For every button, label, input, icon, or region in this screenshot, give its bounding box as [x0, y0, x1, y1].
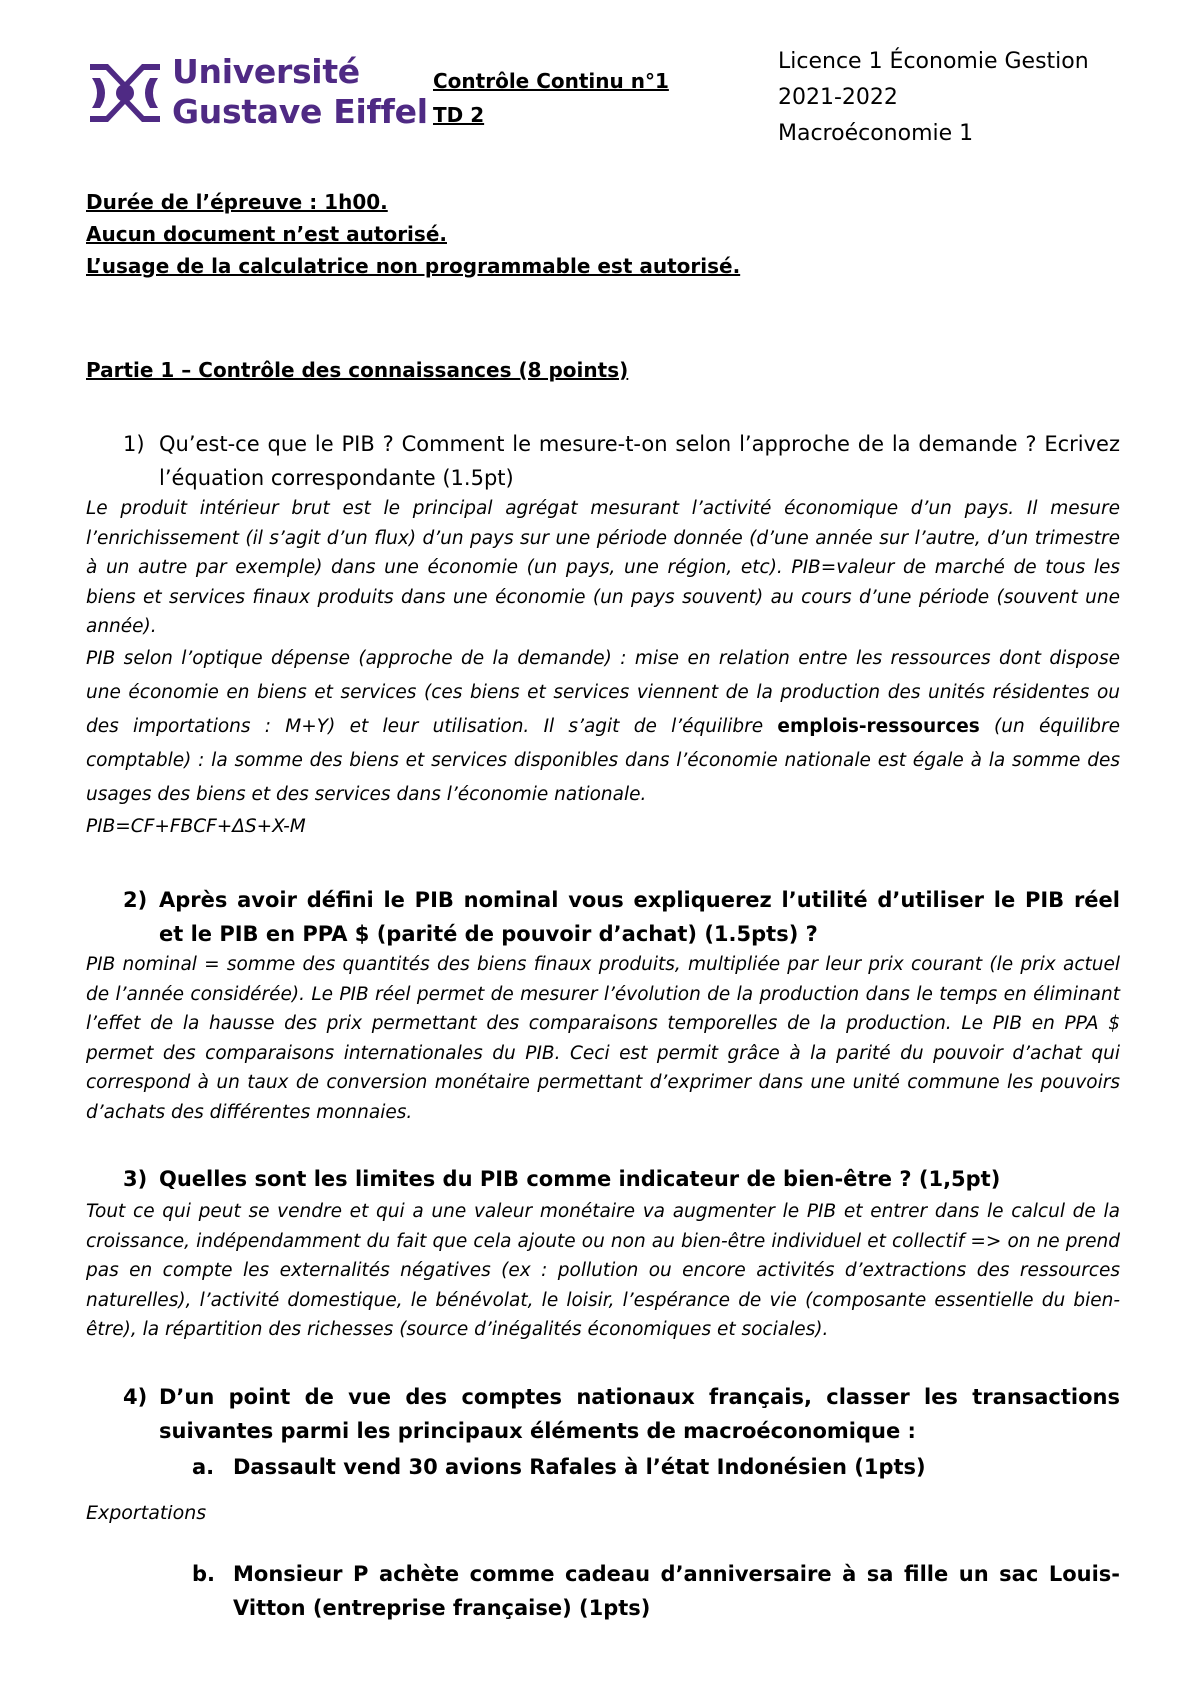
university-logo — [86, 52, 428, 132]
question-text: D’un point de vue des comptes nationaux français, classer les transactions suivantes parmi les principaux éléments de macroéconomique : — [159, 1385, 1120, 1443]
question-4 — [86, 1380, 1120, 1448]
control-title: Contrôle Continu n°1 — [433, 69, 669, 93]
course-info — [778, 44, 1089, 152]
answer-2: PIB nominal = somme des quantités des biens finaux produits, multipliée par leur prix courant (le prix actuel de l’année considérée). Le PIB réel permet de mesurer l’évolution de la production dans le temps en éliminant l’effet de la hausse des prix permettant des comparaisons temporelles de la production. Le PIB en PPA $ permet des comparaisons internationales du PIB. Ceci est permit grâce à la parité du pouvoir d’achat qui correspond à un taux de conversion monétaire permettant d’exprimer dans une unité commune les pouvoirs d’achats des différentes monnaies. — [86, 954, 1120, 1123]
answer-1 — [86, 494, 1120, 841]
question-3 — [86, 1162, 1120, 1196]
subquestion-a — [86, 1450, 1120, 1484]
question-2 — [86, 883, 1120, 951]
documents-rule: Aucun document n’est autorisé. — [86, 222, 447, 246]
subquestion-text: Dassault vend 30 avions Rafales à l’état Indonésien (1pts) — [233, 1455, 926, 1479]
question-1 — [86, 427, 1120, 495]
part1-title: Partie 1 – Contrôle des connaissances (8 points) — [86, 358, 629, 382]
question-number: 1) — [123, 432, 145, 456]
question-text: Quelles sont les limites du PIB comme indicateur de bien-être ? (1,5pt) — [159, 1167, 1001, 1191]
exam-heading — [433, 64, 669, 132]
question-text: Qu’est-ce que le PIB ? Comment le mesure-t-on selon l’approche de la demande ? Ecrivez l’équation correspondante (1.5pt) — [159, 432, 1120, 490]
answer-1-text-b: (un équilibre comptable) : la somme des biens et services disponibles dans l’économie nationale est égale à la somme des usages des biens et des services dans l’économie nationale. — [86, 715, 1120, 805]
answer-1-bold-term: emplois-ressources — [777, 715, 980, 737]
university-name-line2: Gustave Eiffel — [172, 92, 428, 131]
td-label: TD 2 — [433, 103, 485, 127]
calculator-rule: L’usage de la calculatrice non programmable est autorisé. — [86, 254, 741, 278]
question-number: 3) — [123, 1167, 148, 1191]
university-emblem-icon — [86, 60, 164, 126]
university-name-line1: Université — [172, 52, 360, 91]
subquestion-b — [86, 1557, 1120, 1625]
answer-1-paragraph-1: Le produit intérieur brut est le principal agrégat mesurant l’activité économique d’un pays. Il mesure l’enrichissement (il s’agit d’un flux) d’un pays sur une période donnée (d’une année sur l’autre, d’un trimestre à un autre par exemple) dans une économie (un pays, une région, etc). PIB=valeur de marché de tous les biens et services finaux produits dans une économie (un pays souvent) au cours d’une période (souvent une année). — [86, 498, 1120, 637]
answer-1-equation: PIB=CF+FBCF+ΔS+X-M — [86, 815, 306, 837]
subquestion-text: Monsieur P achète comme cadeau d’anniversaire à sa fille un sac Louis-Vitton (entreprise française) (1pts) — [233, 1562, 1120, 1620]
exam-rules — [86, 186, 740, 282]
subquestion-letter: b. — [192, 1562, 216, 1586]
course-label: Macroéconomie 1 — [778, 121, 974, 146]
answer-4a: Exportations — [86, 1502, 207, 1524]
question-number: 4) — [123, 1385, 148, 1409]
answer-3: Tout ce qui peut se vendre et qui a une valeur monétaire va augmenter le PIB et entrer dans le calcul de la croissance, indépendamment du fait que cela ajoute ou non au bien-être individuel et collectif => on ne prend pas en compte les externalités négatives (ex : pollution ou encore activités d’extractions des ressources naturelles), l’activité domestique, le bénévolat, le loisir, l’espérance de vie (composante essentielle du bien-être), la répartition des richesses (source d’inégalités économiques et sociales). — [86, 1201, 1120, 1340]
question-number: 2) — [123, 888, 148, 912]
duration-rule: Durée de l’épreuve : 1h00. — [86, 190, 388, 214]
question-text: Après avoir défini le PIB nominal vous expliquerez l’utilité d’utiliser le PIB réel et le PIB en PPA $ (parité de pouvoir d’achat) (1.5pts) ? — [159, 888, 1120, 946]
program-label: Licence 1 Économie Gestion — [778, 49, 1089, 74]
subquestion-letter: a. — [192, 1455, 215, 1479]
answer-1-paragraph-2 — [86, 642, 1120, 812]
answer-1-text-a: PIB selon l’optique dépense (approche de la demande) : mise en relation entre les ressources dont dispose une économie en biens et services (ces biens et services viennent de la production des unités résidentes ou des importations : M+Y) et leur utilisation. Il s’agit de l’équilibre — [86, 647, 1120, 737]
year-label: 2021-2022 — [778, 85, 898, 110]
